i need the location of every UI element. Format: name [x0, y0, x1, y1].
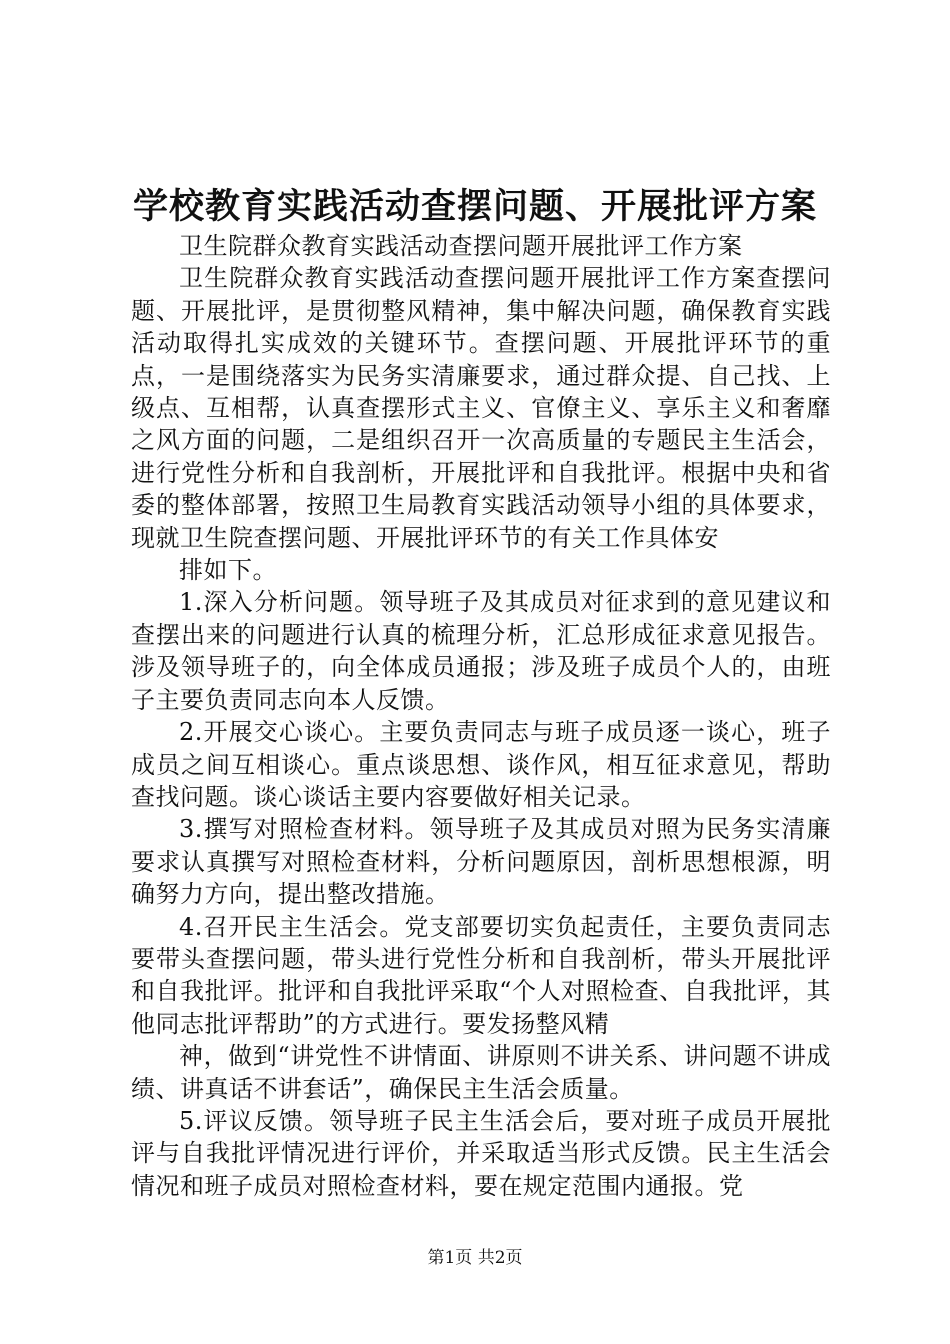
paragraph-item-4: 4.召开民主生活会。党支部要切实负起责任，主要负责同志要带头查摆问题，带头进行党性分析和自我剖析，带头开展批评和自我批评。批评和自我批评采取“个人对照检查、自我批评，其他同志批评帮助”的方式进行。要发扬整风精 — [131, 912, 831, 1038]
document-title: 学校教育实践活动查摆问题、开展批评方案 — [132, 186, 817, 227]
paragraph-subtitle: 卫生院群众教育实践活动查摆问题开展批评工作方案 — [179, 232, 743, 260]
paragraph-item-5: 5.评议反馈。领导班子民主生活会后，要对班子成员开展批评与自我批评情况进行评价，并采取适当形式反馈。民主生活会情况和班子成员对照检查材料，要在规定范围内通报。党 — [131, 1106, 831, 1200]
paragraph-continuation: 排如下。 — [179, 556, 277, 585]
paragraph-item-3: 3.撰写对照检查材料。领导班子及其成员对照为民务实清廉要求认真撰写对照检查材料，分析问题原因，剖析思想根源，明确努力方向，提出整改措施。 — [131, 815, 831, 909]
paragraph-intro: 卫生院群众教育实践活动查摆问题开展批评工作方案查摆问题、开展批评，是贯彻整风精神，集中解决问题，确保教育实践活动取得扎实成效的关键环节。查摆问题、开展批评环节的重点，一是围绕落实为民务实清廉要求，通过群众提、自己找、上级点、互相帮，认真查摆形式主义、官僚主义、享乐主义和奢靡之风方面的问题，二是组织召开一次高质量的专题民主生活会，进行党性分析和自我剖析，开展批评和自我批评。根据中央和省委的整体部署，按照卫生局教育实践活动领导小组的具体要求，现就卫生院查摆问题、开展批评环节的有关工作具体安 — [131, 264, 831, 552]
paragraph-item-4-continuation: 神，做到“讲党性不讲情面、讲原则不讲关系、讲问题不讲成绩、讲真话不讲套话”，确保民主生活会质量。 — [131, 1042, 831, 1103]
paragraph-item-2: 2.开展交心谈心。主要负责同志与班子成员逐一谈心，班子成员之间互相谈心。重点谈思想、谈作风，相互征求意见，帮助查找问题。谈心谈话主要内容要做好相关记录。 — [131, 718, 831, 811]
document-body — [131, 230, 831, 1202]
page-footer: 第1页 共2页 — [427, 1248, 523, 1268]
paragraph-item-1: 1.深入分析问题。领导班子及其成员对征求到的意见建议和查摆出来的问题进行认真的梳理分析，汇总形成征求意见报告。涉及领导班子的，向全体成员通报；涉及班子成员个人的，由班子主要负责同志向本人反馈。 — [131, 588, 831, 714]
